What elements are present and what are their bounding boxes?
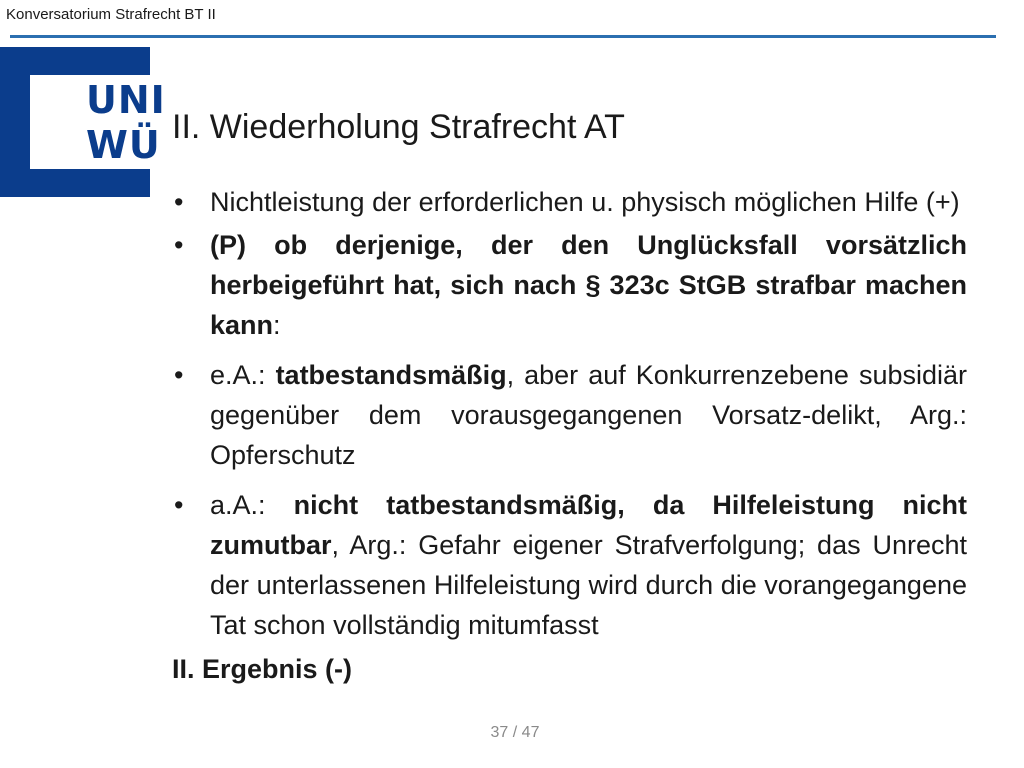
bullet-text: a.A.: [210,490,294,520]
bullet-text-bold: tatbestandsmäßig [275,360,507,390]
bullet-text: : [273,310,281,340]
logo-text-line-1: UNI [86,78,166,122]
bullet-point [172,485,967,645]
slide-content [172,182,967,689]
bullet-point [172,225,967,345]
bullet-text: Nichtleistung der erforderlichen u. physisch möglichen Hilfe (+) [210,187,960,217]
bullet-text-bold: nicht tatbestandsmäßig, da Hilfeleistung nicht zumutbar [210,490,968,560]
slide-title: II. Wiederholung Strafrecht AT [172,108,625,146]
bullet-point [172,182,967,222]
logo-text-line-2: WÜ [86,123,161,167]
result-heading: II. Ergebnis (-) [172,654,353,684]
university-logo [0,47,150,197]
bullet-point [172,355,967,475]
header-rule [10,35,996,38]
header-title: Konversatorium Strafrecht BT II [6,6,216,23]
bullet-text: , aber auf Konkurrenzebene subsidiär gegenüber dem vorausgegangenen Vorsatz-delikt, Arg.: Opferschutz [210,360,967,470]
page-number: 37 / 47 [490,724,540,741]
bullet-text: , Arg.: Gefahr eigener Strafverfolgung; das Unrecht der unterlassenen Hilfeleistung wird durch die vorangegangene Tat schon vollständig mitumfasst [210,530,967,640]
bullet-text: e.A.: [210,360,276,390]
bullet-text-bold: (P) ob derjenige, der den Unglücksfall vorsätzlich herbeigeführt hat, sich nach § 323c StGB strafbar machen kann [210,230,967,340]
